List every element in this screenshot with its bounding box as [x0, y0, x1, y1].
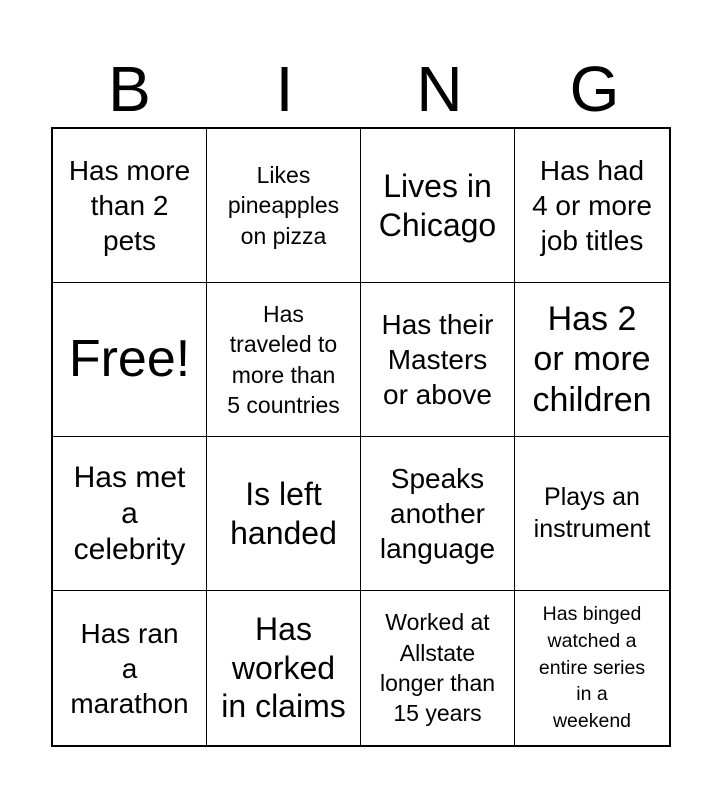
header-letter-g: G: [569, 53, 620, 125]
bingo-cell[interactable]: Lives in Chicago: [361, 129, 515, 283]
header-letter-b: B: [108, 53, 151, 125]
bingo-cell[interactable]: Has more than 2 pets: [53, 129, 207, 283]
bingo-cell[interactable]: Has worked in claims: [207, 591, 361, 745]
header-letter-n: N: [416, 53, 463, 125]
bingo-cell[interactable]: Worked at Allstate longer than 15 years: [361, 591, 515, 745]
bingo-board: [51, 127, 671, 747]
bingo-cell[interactable]: Likes pineapples on pizza: [207, 129, 361, 283]
bingo-cell[interactable]: Speaks another language: [361, 437, 515, 591]
bingo-cell[interactable]: Has binged watched a entire series in a weekend: [538, 603, 646, 733]
bingo-cell[interactable]: Has ran a marathon: [53, 591, 207, 745]
bingo-cell[interactable]: Plays an instrument: [515, 437, 669, 591]
bingo-header: [52, 50, 672, 128]
bingo-cell[interactable]: Has met a celebrity: [53, 437, 207, 591]
bingo-cell[interactable]: Has traveled to more than 5 countries: [207, 283, 361, 437]
bingo-cell[interactable]: Has their Masters or above: [361, 283, 515, 437]
bingo-cell[interactable]: Has had 4 or more job titles: [515, 129, 669, 283]
free-space-cell[interactable]: Free!: [53, 283, 207, 437]
header-letter-i: I: [275, 53, 294, 125]
bingo-cell[interactable]: Is left handed: [207, 437, 361, 591]
bingo-cell[interactable]: Has 2 or more children: [515, 283, 669, 437]
